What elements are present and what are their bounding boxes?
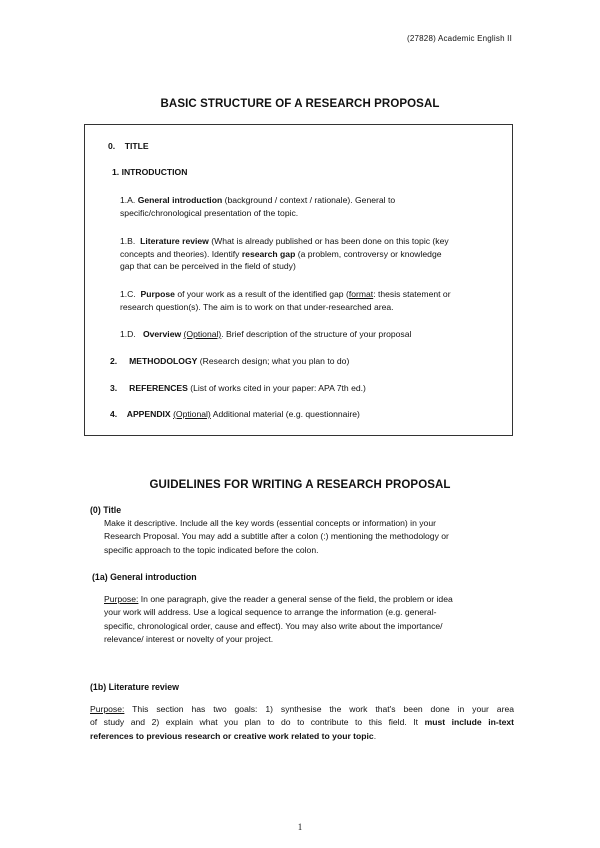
section-0-body (104, 517, 514, 557)
item-references: 3. REFERENCES (List of works cited in your paper: APA 7th ed.) (110, 383, 366, 393)
section-1b-body (90, 703, 514, 743)
item-appendix: 4. APPENDIX (Optional) Additional material (e.g. questionnaire) (110, 409, 360, 419)
section-1a-line-2: your work will address. Use a logical sequence to arrange the information (e.g. general- (104, 607, 437, 618)
section-1b-line-2-bold: must include in-text (424, 717, 515, 728)
item-1a: 1.A. General introduction (background / context / rationale). General to specific/chronological presentation of the topic. (120, 195, 396, 218)
structure-title: BASIC STRUCTURE OF A RESEARCH PROPOSAL (160, 98, 440, 110)
course-header: (27828) Academic English II (406, 34, 512, 43)
section-1b-purpose-label: Purpose: (90, 704, 125, 714)
item-1d: 1.D. Overview (Optional). Brief description of the structure of your proposal (120, 329, 412, 339)
section-1b-line-2: of study and 2) explain what you plan to do to contribute to this field. It (90, 717, 419, 728)
section-0-line-1: Make it descriptive. Include all the key words (essential concepts or information) in your (104, 518, 436, 528)
item-introduction: 1. INTRODUCTION (112, 167, 188, 177)
section-1a-body (104, 593, 514, 647)
section-1a-purpose-label: Purpose: (104, 594, 139, 604)
section-1a-line-3: specific, chronological order, cause and effect). You may also write about the importance/ (104, 620, 443, 631)
item-title: 0. TITLE (108, 141, 149, 151)
section-0-heading: (0) Title (90, 505, 122, 515)
section-1a-heading: (1a) General introduction (92, 572, 197, 582)
item-methodology: 2. METHODOLOGY (Research design; what you plan to do) (110, 356, 350, 366)
section-1a-line-4: relevance/ interest or novelty of your project. (104, 634, 274, 645)
section-1a-line-1: In one paragraph, give the reader a general sense of the field, the problem or idea (140, 594, 453, 604)
section-1b-line-1: This section has two goals: 1) synthesise the work that's been done in your area (132, 704, 515, 714)
section-1b-line-3-end: . (373, 730, 377, 741)
guidelines-title: GUIDELINES FOR WRITING A RESEARCH PROPOSAL (149, 479, 451, 491)
item-1b: 1.B. Literature review (What is already published or has been done on this topic (key concepts and theories). Identify research gap (a problem, controversy or knowledge gap that can be perceived in the field of study) (120, 236, 449, 272)
section-0-line-2: Research Proposal. You may add a subtitle after a colon (:) mentioning the methodology or (104, 531, 449, 542)
page-number: 1 (297, 822, 303, 832)
item-1c: 1.C. Purpose of your work as a result of the identified gap (format: thesis statement or research question(s). The aim is to work on that under-researched area. (120, 289, 451, 312)
section-0-line-3: specific approach to the topic indicated before the colon. (104, 544, 319, 555)
section-1b-line-3: references to previous research or creative work related to your topic (90, 730, 374, 741)
section-1b-heading: (1b) Literature review (90, 682, 179, 692)
